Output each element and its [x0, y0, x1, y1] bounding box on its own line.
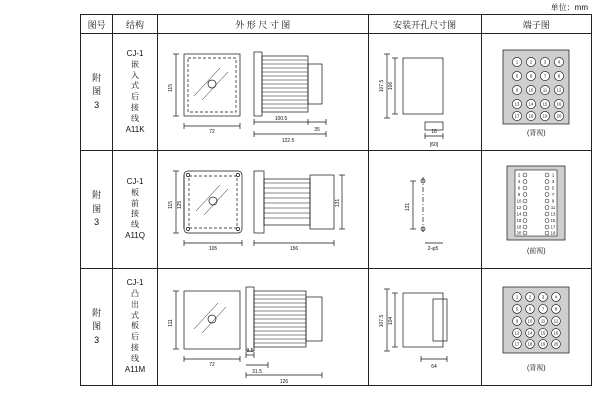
terminal-label: 13 [514, 101, 520, 107]
terminal-label-right: 9 [552, 199, 555, 205]
hole-drawing-cell [368, 268, 481, 385]
structure-line: 板 [131, 321, 140, 331]
structure-line: 嵌 [131, 59, 140, 69]
terminal-label-right: 13 [550, 212, 556, 218]
terminal-label: 2 [530, 59, 533, 65]
row-number-line2: 图 [92, 86, 102, 97]
terminal-label: 9 [516, 318, 519, 324]
header-col-hole: 安装开孔尺寸图 [368, 15, 481, 34]
terminal-label-left: 12 [516, 205, 522, 211]
dim-label: 72 [208, 129, 215, 136]
terminal-label: 20 [553, 341, 559, 347]
structure-line: 凸 [131, 289, 140, 299]
terminal-label: 11 [543, 87, 548, 93]
terminal-label-left: 16 [516, 218, 522, 224]
table-row [81, 268, 592, 385]
terminal-label: 14 [528, 101, 534, 107]
structure-line: CJ-1 [126, 177, 144, 187]
terminal-label: 2 [529, 294, 532, 300]
dim-label: 156 [289, 246, 298, 253]
outline-drawing-cell [157, 151, 368, 268]
dim-label: 100.5 [274, 116, 287, 123]
terminal-label-left: 8 [518, 192, 521, 198]
terminal-label: 14 [527, 330, 533, 336]
terminal-label: 18 [528, 113, 534, 119]
terminal-label-right: 15 [550, 218, 556, 224]
terminal-label: 15 [540, 330, 546, 336]
terminal-label: 4 [558, 59, 561, 65]
terminal-label: 3 [544, 59, 547, 65]
terminal-label: 12 [553, 318, 559, 324]
structure-line: 线 [131, 113, 140, 123]
terminal-label-left: 10 [516, 199, 522, 205]
header-col-terminal: 端子图 [481, 15, 591, 34]
row-structure-cell [113, 268, 157, 385]
dim-label: 126 [279, 378, 288, 385]
terminal-label-left: 6 [518, 186, 521, 192]
terminal-label: 19 [542, 113, 548, 119]
terminal-label: 3 [542, 294, 545, 300]
terminal-label-right: 3 [552, 179, 555, 185]
dim-label: 107.5 [378, 79, 385, 93]
terminal-label: 10 [527, 318, 533, 324]
row-number-line2: 图 [92, 203, 102, 214]
terminal-label: 7 [542, 306, 545, 312]
row-number-cell [81, 151, 113, 268]
unit-note: 单位：mm [550, 3, 588, 12]
table-header-row [81, 15, 592, 34]
terminal-label: 16 [556, 101, 562, 107]
table-row [81, 151, 592, 268]
terminal-label-right: 11 [551, 205, 556, 211]
terminal-caption: (前视) [526, 248, 546, 256]
hole-drawing-row2 [369, 151, 479, 267]
structure-line: 后 [131, 332, 140, 342]
terminal-label: 4 [555, 294, 558, 300]
terminal-label: 19 [540, 341, 546, 347]
header-col-outline: 外 形 尺 寸 图 [157, 15, 368, 34]
terminal-label-right: 1 [552, 173, 555, 179]
header-col-num: 图号 [81, 15, 113, 34]
terminal-label-right: 19 [550, 231, 556, 237]
terminal-label: 8 [555, 306, 558, 312]
table-row [81, 34, 592, 151]
structure-line: 接 [131, 343, 140, 353]
structure-line: 板 [131, 187, 140, 197]
terminal-label: 6 [530, 73, 533, 79]
outline-drawing-row3 [158, 269, 366, 385]
outline-drawing-cell [157, 34, 368, 151]
terminal-diagram-row2 [493, 162, 579, 246]
structure-line: 接 [131, 102, 140, 112]
terminal-label: 5 [516, 73, 519, 79]
dim-label: 35 [313, 127, 320, 134]
structure-line: 入 [131, 70, 140, 80]
dim-label: 31.5 [251, 368, 262, 375]
dim-label: 105 [208, 246, 217, 253]
dim-label: 122.5 [281, 138, 294, 145]
hole-drawing-cell [368, 34, 481, 151]
outline-drawing-row1 [158, 34, 366, 150]
row-number-line1: 附 [92, 190, 102, 201]
dim-label: 64 [430, 363, 437, 370]
structure-line: 前 [131, 198, 140, 208]
header-col-struct: 结构 [113, 15, 157, 34]
dim-label: 115 [167, 84, 174, 93]
terminal-label: 11 [541, 318, 546, 324]
dim-label: 9.5 [246, 347, 254, 354]
terminal-label-left: 14 [516, 212, 522, 218]
dim-label: 111 [167, 319, 174, 327]
terminal-label: 15 [542, 101, 548, 107]
structure-line: 线 [131, 220, 140, 230]
terminal-label: 16 [553, 330, 559, 336]
terminal-label: 17 [514, 113, 520, 119]
row-number-cell [81, 34, 113, 151]
terminal-label-right: 17 [550, 225, 556, 231]
terminal-label: 12 [556, 87, 562, 93]
terminal-label-right: 5 [552, 186, 555, 192]
row-number-line2: 图 [92, 321, 102, 332]
dim-label: 106 [387, 81, 394, 91]
dim-label: [60] [429, 142, 438, 149]
terminal-label-right: 7 [552, 192, 555, 198]
structure-line: 后 [131, 92, 140, 102]
terminal-label: 20 [556, 113, 562, 119]
dim-label: 16 [430, 129, 437, 136]
hole-drawing-cell [368, 151, 481, 268]
dim-label: 104 [387, 316, 394, 325]
dim-label: 131 [404, 203, 411, 212]
structure-line: 出 [131, 299, 140, 309]
outline-drawing-row2 [158, 151, 366, 267]
terminal-diagram-row1 [493, 46, 579, 128]
terminal-label: 17 [514, 341, 520, 347]
terminal-diagram-row3 [493, 281, 579, 363]
terminal-label-left: 20 [516, 231, 522, 237]
dim-label: 2-φ5 [427, 246, 438, 253]
dim-label: 115 [167, 201, 174, 210]
structure-line: A11K [125, 124, 145, 134]
dim-label: 72 [208, 361, 215, 368]
structure-line: A11Q [125, 231, 145, 241]
row-structure-cell [113, 151, 157, 268]
terminal-drawing-cell [481, 34, 591, 151]
structure-line: 式 [131, 310, 140, 320]
hole-drawing-row1 [369, 34, 479, 150]
structure-line: 式 [131, 81, 140, 91]
row-number-line1: 附 [92, 72, 102, 83]
terminal-label: 1 [516, 294, 519, 300]
row-number-cell [81, 268, 113, 385]
terminal-label: 18 [527, 341, 533, 347]
structure-line: 接 [131, 209, 140, 219]
structure-line: A11M [124, 364, 146, 374]
structure-line: 线 [131, 353, 140, 363]
spec-table [80, 14, 592, 386]
terminal-label: 1 [516, 59, 519, 65]
terminal-label: 8 [558, 73, 561, 79]
terminal-label: 6 [529, 306, 532, 312]
terminal-drawing-cell [481, 268, 591, 385]
dim-label: 107.5 [378, 314, 385, 328]
row-number-line1: 附 [92, 307, 102, 318]
terminal-label-left: 18 [516, 225, 522, 231]
row-number-line3: 3 [94, 334, 100, 345]
terminal-label: 7 [544, 73, 547, 79]
row-structure-cell [113, 34, 157, 151]
terminal-label-left: 4 [518, 179, 521, 185]
terminal-label: 10 [528, 87, 534, 93]
terminal-label: 5 [516, 306, 519, 312]
terminal-label-left: 2 [518, 173, 521, 179]
dim-label: 131 [334, 199, 341, 208]
outline-drawing-cell [157, 268, 368, 385]
terminal-label: 9 [516, 87, 519, 93]
terminal-drawing-cell [481, 151, 591, 268]
terminal-label: 13 [514, 330, 520, 336]
terminal-caption: (背视) [526, 130, 546, 138]
structure-line: CJ-1 [126, 278, 144, 288]
hole-drawing-row3 [369, 269, 479, 385]
dim-label: 125 [176, 201, 183, 210]
row-number-line3: 3 [94, 99, 100, 110]
terminal-caption: (背视) [526, 364, 546, 372]
row-number-line3: 3 [94, 217, 100, 228]
structure-line: CJ-1 [126, 48, 144, 58]
